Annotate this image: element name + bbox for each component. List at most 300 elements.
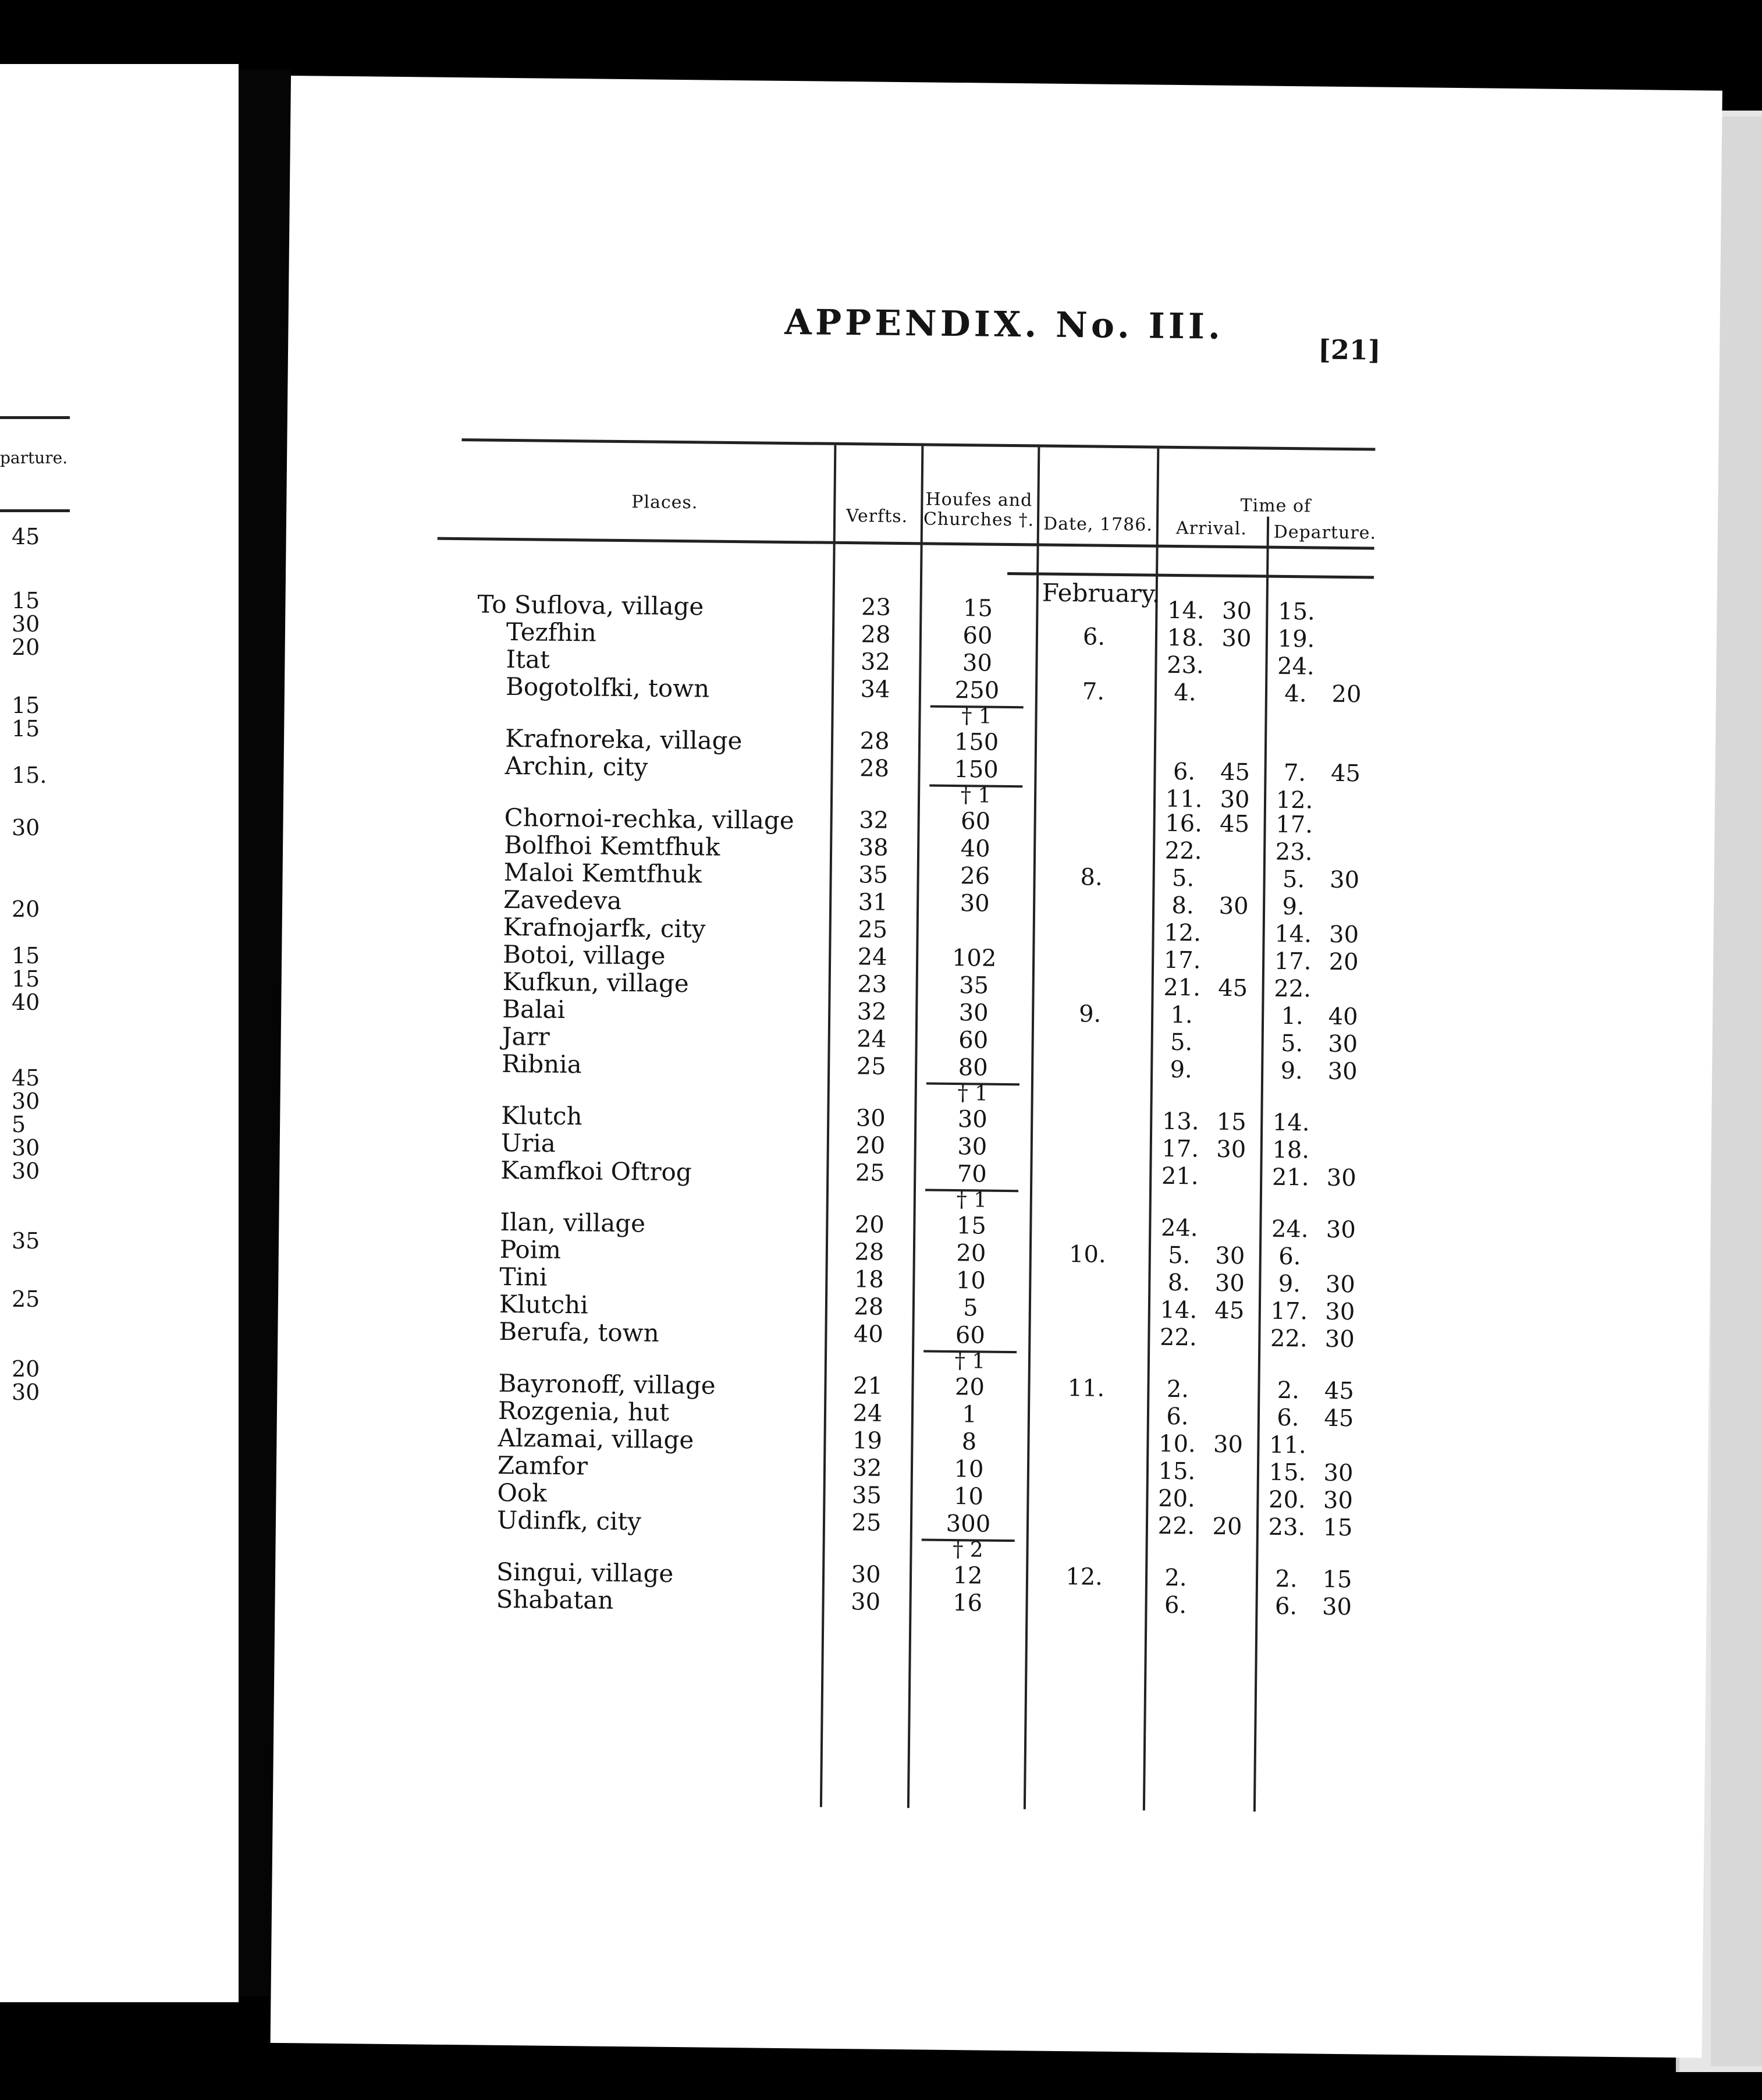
arrival-minute xyxy=(1208,865,1260,866)
departure-hour: 6. xyxy=(1274,1592,1298,1620)
versts-value: 28 xyxy=(859,728,890,755)
arrival-minute xyxy=(1206,1084,1258,1085)
column-header-arrival: Arrival. xyxy=(1175,517,1248,540)
arrival-hour: 17. xyxy=(1163,946,1201,974)
houses-value: 60 xyxy=(958,1027,989,1054)
arrival-minute xyxy=(1206,1057,1258,1058)
column-header-time-of: Time of xyxy=(1240,495,1312,517)
houses-value: 10 xyxy=(955,1267,986,1294)
houses-value: 30 xyxy=(957,1133,987,1161)
departure-minute xyxy=(1319,812,1372,813)
arrival-hour: 20. xyxy=(1157,1485,1196,1513)
versts-value: 24 xyxy=(852,1400,883,1427)
departure-hour: 18. xyxy=(1272,1136,1310,1164)
versts-value: 20 xyxy=(855,1132,886,1159)
versts-value: 32 xyxy=(858,807,889,834)
departure-minute: 30 xyxy=(1322,1593,1352,1621)
departure-hour: 24. xyxy=(1271,1215,1309,1243)
arrival-hour xyxy=(1150,1351,1206,1352)
departure-minute xyxy=(1320,708,1373,709)
departure-minute xyxy=(1321,626,1373,627)
houses-value: 60 xyxy=(962,622,993,650)
place-name: Kufkun, village xyxy=(502,967,690,998)
arrival-hour: 21. xyxy=(1163,974,1201,1002)
departure-minute xyxy=(1315,1192,1367,1193)
versts-value: 31 xyxy=(858,889,888,916)
departure-hour: 17. xyxy=(1270,1297,1308,1325)
column-header-departure: Departure. xyxy=(1273,522,1377,544)
arrival-hour: 2. xyxy=(1164,1564,1187,1592)
facing-page-number: 15 xyxy=(12,716,40,742)
date-value xyxy=(1036,1189,1141,1190)
arrival-minute: 30 xyxy=(1220,786,1250,814)
column-header-places: Places. xyxy=(631,492,698,513)
place-name: Kamfkoi Oftrog xyxy=(500,1155,692,1187)
place-name: Rozgenia, hut xyxy=(498,1396,670,1427)
departure-hour: 14. xyxy=(1274,920,1312,948)
table-head-rule-2 xyxy=(1007,572,1374,579)
table-top-rule xyxy=(461,438,1375,450)
place-name: Chornoi-rechka, village xyxy=(504,803,794,835)
departure-minute: 30 xyxy=(1325,1271,1356,1299)
arrival-hour: 8. xyxy=(1167,1269,1191,1297)
arrival-minute xyxy=(1202,1486,1254,1487)
arrival-hour: 5. xyxy=(1171,864,1195,892)
houses-value: 30 xyxy=(960,890,990,917)
houses-value: 15 xyxy=(962,595,993,622)
arrival-hour: 2. xyxy=(1166,1375,1189,1403)
departure-hour: 23. xyxy=(1268,1513,1306,1541)
page-number: [21] xyxy=(1317,334,1381,366)
place-name: Krafnoreka, village xyxy=(505,723,743,755)
place-name: Zavedeva xyxy=(503,885,622,916)
facing-page-number: 15 xyxy=(12,943,40,969)
date-value xyxy=(1039,918,1143,920)
departure-hour xyxy=(1259,1541,1315,1542)
facing-page-number: 30 xyxy=(12,611,40,637)
arrival-hour: 6. xyxy=(1173,758,1196,786)
date-value xyxy=(1035,1322,1139,1324)
versts-value: 25 xyxy=(857,916,888,943)
arrival-hour: 14. xyxy=(1160,1296,1198,1324)
versts-value: 28 xyxy=(861,621,891,648)
departure-minute: 30 xyxy=(1328,921,1359,949)
arrival-minute xyxy=(1210,707,1262,708)
versts-value: 40 xyxy=(853,1321,884,1348)
arrival-hour: 13. xyxy=(1161,1108,1199,1136)
place-name: Udinfk, city xyxy=(496,1505,642,1536)
arrival-hour: 18. xyxy=(1167,624,1205,652)
arrival-minute: 30 xyxy=(1215,1242,1245,1270)
facing-page-rule xyxy=(0,416,70,419)
place-name: Maloi Kemtfhuk xyxy=(503,857,702,889)
place-name: Singui, village xyxy=(496,1557,674,1588)
arrival-hour: 16. xyxy=(1165,810,1203,838)
arrival-hour: 9. xyxy=(1170,1056,1193,1084)
arrival-hour: 5. xyxy=(1168,1241,1191,1269)
arrival-minute xyxy=(1200,1565,1253,1566)
date-value xyxy=(1033,1484,1138,1485)
facing-page-rule xyxy=(0,509,70,512)
date-value xyxy=(1040,730,1145,731)
departure-minute xyxy=(1316,1110,1368,1111)
arrival-minute: 30 xyxy=(1216,1136,1246,1163)
date-value xyxy=(1034,1350,1139,1351)
departure-hour: 15. xyxy=(1269,1459,1306,1487)
date-value xyxy=(1038,946,1143,947)
departure-hour: 12. xyxy=(1276,786,1313,814)
date-value: 7. xyxy=(1082,678,1105,705)
versts-value: 19 xyxy=(852,1427,883,1455)
place-name: Ribnia xyxy=(501,1049,582,1079)
date-value xyxy=(1040,757,1145,758)
departure-hour: 9. xyxy=(1278,1270,1301,1298)
month-label: February. xyxy=(1042,578,1160,608)
arrival-hour xyxy=(1157,731,1212,732)
departure-hour xyxy=(1263,1191,1318,1192)
houses-value: 30 xyxy=(962,650,993,677)
place-name: Tini xyxy=(499,1262,548,1292)
departure-hour: 17. xyxy=(1274,948,1312,975)
departure-hour: 17. xyxy=(1276,811,1313,839)
departure-minute: 30 xyxy=(1323,1459,1354,1487)
facing-page-header-fragment: parture. xyxy=(0,448,68,467)
column-header-houses-line2: Churches †. xyxy=(923,509,1035,531)
facing-page-number: 15 xyxy=(12,966,40,992)
departure-hour: 5. xyxy=(1280,1030,1303,1058)
arrival-hour: 11. xyxy=(1165,785,1203,813)
place-name: To Suflova, village xyxy=(477,590,704,621)
arrival-hour: 10. xyxy=(1158,1430,1196,1458)
houses-value: 20 xyxy=(954,1374,985,1401)
arrival-minute: 30 xyxy=(1214,1269,1245,1297)
houses-value: 70 xyxy=(957,1161,987,1188)
date-value xyxy=(1032,1538,1137,1539)
date-value: 10. xyxy=(1068,1241,1106,1268)
houses-value: 8 xyxy=(961,1428,977,1456)
facing-page-number: 15 xyxy=(12,693,40,718)
place-name: Jarr xyxy=(502,1021,550,1051)
date-value xyxy=(1037,1083,1142,1084)
arrival-minute xyxy=(1210,652,1263,653)
houses-value: 10 xyxy=(953,1483,984,1510)
houses-value: † 1 xyxy=(956,1188,987,1212)
departure-minute: 20 xyxy=(1331,680,1362,708)
departure-minute: 15 xyxy=(1322,1566,1352,1594)
place-name: Klutchi xyxy=(499,1289,588,1319)
page-title: APPENDIX. No. III. xyxy=(784,301,1224,347)
departure-minute: 30 xyxy=(1326,1164,1356,1192)
departure-hour: 7. xyxy=(1283,759,1306,787)
facing-page-number: 45 xyxy=(12,524,40,549)
versts-value: 20 xyxy=(854,1211,885,1239)
arrival-minute xyxy=(1208,838,1260,839)
houses-value: 15 xyxy=(956,1212,987,1240)
versts-value: 38 xyxy=(858,834,889,861)
arrival-minute: 15 xyxy=(1216,1108,1246,1136)
departure-minute: 30 xyxy=(1327,1058,1358,1086)
date-value xyxy=(1037,1107,1142,1108)
arrival-hour: 22. xyxy=(1157,1512,1195,1540)
houses-value: 16 xyxy=(952,1590,983,1617)
departure-hour: 1. xyxy=(1281,1002,1303,1030)
departure-minute xyxy=(1316,1137,1368,1138)
arrival-hour xyxy=(1149,1540,1204,1541)
departure-minute: 30 xyxy=(1323,1487,1354,1514)
arrival-minute: 30 xyxy=(1213,1431,1244,1459)
houses-value: 300 xyxy=(946,1510,991,1538)
arrival-hour: 15. xyxy=(1158,1457,1196,1485)
houses-value: 1 xyxy=(962,1401,977,1428)
houses-value: † 1 xyxy=(960,783,992,808)
facing-page-number: 5 xyxy=(12,1112,26,1137)
facing-page xyxy=(0,64,239,2002)
arrival-minute xyxy=(1205,1215,1257,1216)
departure-hour: 2. xyxy=(1275,1565,1298,1593)
houses-value: 102 xyxy=(951,944,997,972)
facing-page-number: 20 xyxy=(12,1356,40,1382)
departure-minute: 45 xyxy=(1324,1377,1355,1405)
date-value: 12. xyxy=(1065,1563,1103,1591)
place-name: Shabatan xyxy=(496,1584,614,1615)
versts-value: 28 xyxy=(854,1293,884,1321)
departure-hour: 22. xyxy=(1274,975,1312,1003)
versts-value: 23 xyxy=(857,971,887,998)
arrival-minute: 45 xyxy=(1220,758,1251,786)
departure-hour: 23. xyxy=(1275,838,1313,866)
facing-page-number: 30 xyxy=(12,1158,40,1184)
date-value: 6. xyxy=(1082,623,1106,651)
column-header-date: Date, 1786. xyxy=(1043,513,1153,535)
arrival-minute: 45 xyxy=(1217,974,1248,1002)
arrival-minute xyxy=(1207,920,1260,921)
departure-minute xyxy=(1317,976,1370,977)
arrival-hour: 5. xyxy=(1170,1028,1193,1056)
departure-minute xyxy=(1322,599,1374,600)
arrival-hour xyxy=(1152,1190,1207,1191)
place-name: Bolfhoi Kemtfhuk xyxy=(503,830,720,861)
place-name: Poim xyxy=(499,1235,562,1264)
facing-page-number: 30 xyxy=(12,815,40,840)
houses-value: 26 xyxy=(960,863,990,890)
versts-value: 32 xyxy=(857,998,887,1026)
houses-value: 60 xyxy=(960,808,991,835)
versts-value: 34 xyxy=(860,676,890,703)
date-value xyxy=(1033,1456,1138,1457)
versts-value: 18 xyxy=(854,1266,884,1293)
facing-page-number: 40 xyxy=(12,989,40,1015)
date-value xyxy=(1035,1295,1139,1296)
facing-page-number: 30 xyxy=(12,1135,40,1161)
departure-hour: 21. xyxy=(1271,1163,1309,1191)
place-name: Ook xyxy=(497,1478,547,1507)
versts-value: 32 xyxy=(860,648,891,676)
houses-value: † 1 xyxy=(954,1349,986,1374)
houses-value: 12 xyxy=(953,1562,983,1590)
versts-value: 25 xyxy=(855,1159,886,1187)
departure-hour: 11. xyxy=(1269,1431,1307,1459)
arrival-minute: 20 xyxy=(1212,1513,1242,1541)
arrival-hour: 24. xyxy=(1160,1214,1198,1242)
arrival-hour: 22. xyxy=(1164,837,1202,865)
houses-value: † 1 xyxy=(961,704,992,729)
versts-value: 21 xyxy=(852,1372,883,1400)
departure-minute: 15 xyxy=(1323,1514,1353,1542)
arrival-minute: 30 xyxy=(1221,597,1252,625)
houses-value: 10 xyxy=(954,1456,984,1483)
versts-value: 30 xyxy=(850,1588,881,1616)
versts-value: 35 xyxy=(858,861,889,889)
facing-page-number: 15 xyxy=(12,588,40,613)
place-name: Bogotolfki, town xyxy=(505,672,710,703)
departure-hour: 2. xyxy=(1277,1377,1300,1404)
facing-page-number: 30 xyxy=(12,1088,40,1114)
departure-minute: 30 xyxy=(1326,1216,1356,1244)
departure-minute xyxy=(1318,894,1370,895)
versts-value: 28 xyxy=(854,1239,884,1266)
houses-value: † 2 xyxy=(953,1538,983,1562)
facing-page-number: 45 xyxy=(12,1065,40,1091)
departure-hour: 9. xyxy=(1280,1057,1303,1085)
appendix-page xyxy=(271,76,1722,2058)
versts-value: 30 xyxy=(855,1105,886,1132)
place-name: Botoi, village xyxy=(502,939,666,970)
arrival-hour: 14. xyxy=(1167,597,1205,625)
versts-value: 24 xyxy=(857,943,887,971)
versts-value: 30 xyxy=(851,1561,881,1588)
place-name: Uria xyxy=(500,1128,556,1158)
date-value xyxy=(1038,973,1143,974)
houses-value: 80 xyxy=(958,1054,988,1081)
departure-minute: 20 xyxy=(1328,948,1359,976)
houses-value: 250 xyxy=(954,677,1000,704)
departure-hour: 6. xyxy=(1278,1243,1301,1271)
facing-page-number: 20 xyxy=(12,896,40,922)
departure-minute: 30 xyxy=(1329,866,1360,894)
houses-value: † 1 xyxy=(957,1081,989,1106)
place-name: Itat xyxy=(506,644,550,674)
departure-minute xyxy=(1313,1353,1366,1354)
versts-value: 35 xyxy=(851,1482,882,1509)
departure-hour: 22. xyxy=(1270,1325,1308,1353)
arrival-hour: 4. xyxy=(1174,679,1196,707)
facing-page-number: 15. xyxy=(12,762,47,788)
houses-value: 30 xyxy=(957,1106,987,1133)
departure-minute: 40 xyxy=(1328,1003,1358,1031)
date-value xyxy=(1040,809,1145,810)
versts-value: 24 xyxy=(857,1026,887,1053)
column-header-versts: Verfts. xyxy=(846,506,908,527)
houses-value: 5 xyxy=(962,1294,978,1322)
arrival-hour: 8. xyxy=(1171,892,1194,920)
date-value xyxy=(1036,1134,1141,1136)
column-header-houses-line1: Houfes and xyxy=(925,489,1033,511)
departure-hour xyxy=(1264,1085,1319,1086)
date-value xyxy=(1037,1055,1142,1056)
arrival-minute xyxy=(1200,1592,1253,1593)
houses-value: 30 xyxy=(958,999,989,1027)
arrival-minute: 45 xyxy=(1219,810,1250,838)
date-value xyxy=(1036,1162,1141,1163)
arrival-hour: 6. xyxy=(1166,1403,1189,1431)
houses-value: 40 xyxy=(960,835,990,863)
departure-minute xyxy=(1319,839,1371,840)
arrival-minute: 45 xyxy=(1214,1297,1245,1325)
date-value xyxy=(1040,785,1145,786)
versts-value: 23 xyxy=(861,594,891,621)
facing-page-number: 30 xyxy=(12,1379,40,1405)
departure-hour: 14. xyxy=(1272,1109,1310,1137)
versts-value: 28 xyxy=(859,755,890,782)
departure-minute: 30 xyxy=(1324,1325,1355,1353)
departure-hour: 20. xyxy=(1268,1486,1306,1514)
facing-page-number: 20 xyxy=(12,634,40,660)
departure-minute: 45 xyxy=(1324,1404,1354,1432)
place-name: Krafnojarfk, city xyxy=(503,912,706,943)
departure-hour: 4. xyxy=(1284,680,1307,708)
departure-minute: 30 xyxy=(1327,1030,1358,1058)
versts-value: 25 xyxy=(851,1509,882,1537)
versts-value: 32 xyxy=(852,1455,882,1482)
place-name: Berufa, town xyxy=(499,1317,659,1347)
column-header-houses xyxy=(921,489,1038,530)
date-value xyxy=(1032,1511,1137,1512)
arrival-minute: 30 xyxy=(1221,625,1252,652)
versts-value: 25 xyxy=(856,1053,886,1080)
place-name: Balai xyxy=(502,994,566,1024)
arrival-minute xyxy=(1205,1163,1257,1164)
houses-value: 60 xyxy=(955,1322,986,1349)
place-name: Zamfor xyxy=(497,1450,588,1481)
arrival-hour: 17. xyxy=(1161,1135,1199,1163)
arrival-minute: 30 xyxy=(1219,892,1249,920)
departure-minute: 30 xyxy=(1325,1298,1355,1326)
date-value: 8. xyxy=(1080,864,1103,891)
departure-hour: 9. xyxy=(1282,893,1305,921)
departure-hour: 24. xyxy=(1277,652,1315,680)
place-name: Alzamai, village xyxy=(498,1423,694,1455)
departure-hour: 6. xyxy=(1277,1404,1299,1432)
departure-hour: 19. xyxy=(1277,625,1315,653)
place-name: Tezfhin xyxy=(506,617,597,647)
date-value: 9. xyxy=(1078,1001,1102,1028)
houses-value: 150 xyxy=(954,729,999,756)
place-name: Bayronoff, village xyxy=(498,1368,716,1400)
departure-hour: 5. xyxy=(1282,865,1305,893)
departure-hour: 15. xyxy=(1277,598,1316,626)
place-name: Klutch xyxy=(501,1101,582,1131)
facing-page-number: 25 xyxy=(12,1286,40,1312)
arrival-hour: 23. xyxy=(1166,651,1205,679)
arrival-hour: 21. xyxy=(1161,1162,1199,1190)
place-name: Ilan, village xyxy=(500,1207,646,1238)
arrival-hour: 6. xyxy=(1164,1591,1187,1619)
facing-page-number: 35 xyxy=(12,1228,40,1254)
departure-minute: 45 xyxy=(1330,760,1361,788)
date-value xyxy=(1039,836,1144,838)
date-value: 11. xyxy=(1067,1375,1105,1402)
date-value xyxy=(1036,1214,1141,1215)
arrival-hour: 1. xyxy=(1170,1001,1193,1029)
arrival-hour: 22. xyxy=(1159,1324,1197,1351)
place-name: Archin, city xyxy=(505,751,648,782)
departure-minute xyxy=(1313,1432,1365,1433)
arrival-minute xyxy=(1203,1352,1255,1353)
departure-hour xyxy=(1267,732,1323,733)
houses-value: 35 xyxy=(959,972,989,999)
houses-value: 20 xyxy=(956,1240,986,1267)
arrival-hour: 12. xyxy=(1164,919,1202,947)
